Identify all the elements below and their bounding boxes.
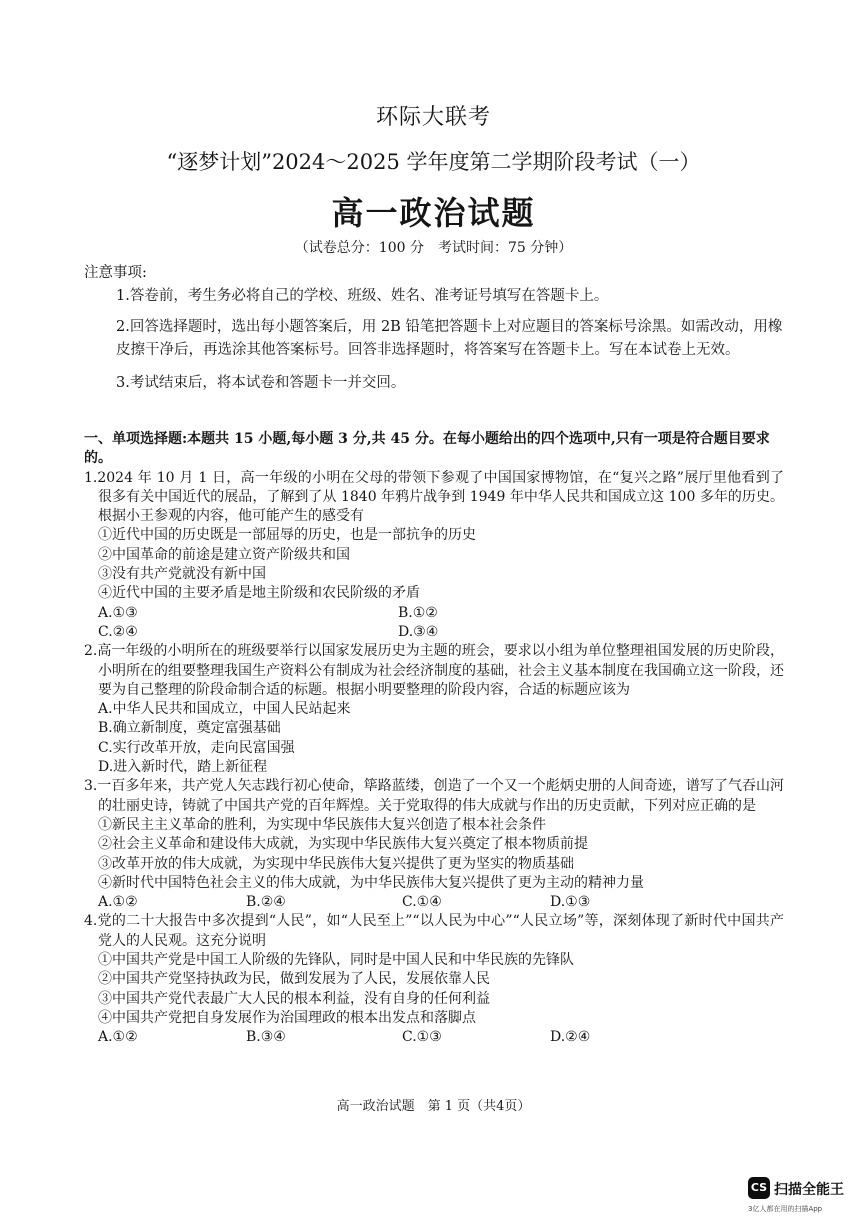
question-1 xyxy=(84,469,784,643)
question-3 xyxy=(84,777,784,912)
question-option: ③中国共产党代表最广大人民的根本利益，没有自身的任何利益 xyxy=(98,990,490,1007)
question-option: ④新时代中国特色社会主义的伟大成就，为中华民族伟大复兴提供了更为主动的精神力量 xyxy=(98,874,644,891)
question-stem: 1.2024 年 10 月 1 日，高一年级的小明在父母的带领下参观了中国国家博物馆，在“复兴之路”展厅里他看到了很多有关中国近代的展品，了解到了从 1840 年鸦片战争到 1949 年中华人民共和国成立这 100 多年的历史。根据小王参观的内容，他可能产生的感受有 xyxy=(84,469,784,525)
answer-choice: C.②④ xyxy=(98,623,138,640)
answer-choices xyxy=(98,1028,784,1047)
notice-title: 注意事项: xyxy=(84,265,147,281)
question-option: ④近代中国的主要矛盾是地主阶级和农民阶级的矛盾 xyxy=(98,585,420,602)
question-option: ④中国共产党把自身发展作为治国理政的根本出发点和落脚点 xyxy=(98,1009,476,1026)
answer-choice: D.③④ xyxy=(398,623,439,640)
answer-choice: A.①③ xyxy=(98,604,138,621)
watermark-tagline: 3亿人都在用的扫描App xyxy=(748,1205,823,1213)
question-option: ②中国革命的前途是建立资产阶级共和国 xyxy=(98,546,350,563)
notice-item: 2.回答选择题时，选出每小题答案后，用 2B 铅笔把答题卡上对应题目的答案标号涂黑。如需改动，用橡皮擦干净后，再选涂其他答案标号。回答非选择题时，将答案写在答题卡上。写在本试卷上无效。 xyxy=(116,319,783,358)
paper-title: 高一政治试题 xyxy=(331,194,536,232)
question-option: ②社会主义革命和建设伟大成就，为实现中华民族伟大复兴奠定了根本物质前提 xyxy=(98,836,588,853)
question-2 xyxy=(84,642,784,777)
question-option: C.实行改革开放，走向民富国强 xyxy=(98,739,295,756)
question-option: ③没有共产党就没有新中国 xyxy=(98,566,266,583)
answer-choices xyxy=(98,893,784,912)
question-option: ①近代中国的历史既是一部屈辱的历史，也是一部抗争的历史 xyxy=(98,527,476,544)
answer-choice: D.①③ xyxy=(550,894,591,911)
question-option: ①新民主主义革命的胜利，为实现中华民族伟大复兴创造了根本社会条件 xyxy=(98,816,546,833)
question-option: B.确立新制度，奠定富强基础 xyxy=(98,720,281,737)
org-title: 环际大联考 xyxy=(375,105,491,130)
question-4 xyxy=(84,912,784,1047)
scanner-watermark xyxy=(748,1177,858,1219)
answer-choice: D.②④ xyxy=(550,1029,591,1046)
questions-block xyxy=(84,430,784,1048)
page-footer: 高一政治试题 第 1 页（共4页） xyxy=(336,1099,531,1114)
answer-choice: A.①② xyxy=(98,894,138,911)
watermark-name: 扫描全能王 xyxy=(774,1182,844,1198)
question-stem: 4.党的二十大报告中多次提到“人民”，如“人民至上”“以人民为中心”“人民立场”等，深刻体现了新时代中国共产党人的人民观。这充分说明 xyxy=(84,913,784,949)
question-option: ①中国共产党是中国工人阶级的先锋队，同时是中国人民和中华民族的先锋队 xyxy=(98,952,574,969)
question-option: ②中国共产党坚持执政为民，做到发展为了人民，发展依靠人民 xyxy=(98,971,490,988)
notice-item: 1.答卷前，考生务必将自己的学校、班级、姓名、准考证号填写在答题卡上。 xyxy=(116,288,609,304)
camscanner-logo-icon: CS xyxy=(748,1177,770,1199)
answer-choice: B.①② xyxy=(398,604,438,621)
question-option: D.进入新时代，踏上新征程 xyxy=(98,759,268,776)
answer-choice: C.①④ xyxy=(402,894,442,911)
answer-choice: B.②④ xyxy=(246,894,286,911)
answer-choice: C.①③ xyxy=(402,1029,442,1046)
notice-block xyxy=(84,262,784,395)
answer-choice: A.①② xyxy=(98,1029,138,1046)
question-stem: 2.高一年级的小明所在的班级要举行以国家发展历史为主题的班会，要求以小组为单位整理祖国发展的历史阶段，小明所在的组要整理我国生产资料公有制成为社会经济制度的基础，社会主义基本制度在我国确立这一阶段，还要为自己整理的阶段命制合适的标题。根据小明要整理的阶段内容，合适的标题应该为 xyxy=(84,643,784,698)
exam-meta: （试卷总分：100 分 考试时间：75 分钟） xyxy=(294,240,573,256)
answer-choices xyxy=(98,604,784,643)
question-stem: 3.一百多年来，共产党人矢志践行初心使命，筚路蓝缕，创造了一个又一个彪炳史册的人间奇迹，谱写了气吞山河的壮丽史诗，铸就了中国共产党的百年辉煌。关于党取得的伟大成就与作出的历史贡献，下列对应正确的是 xyxy=(84,778,784,814)
section-title: 一、单项选择题:本题共 15 小题,每小题 3 分,共 45 分。在每小题给出的四个选项中,只有一项是符合题目要求的。 xyxy=(84,431,770,467)
notice-item: 3.考试结束后，将本试卷和答题卡一并交回。 xyxy=(116,375,406,391)
exam-title: “逐梦计划”2024～2025 学年度第二学期阶段考试（一） xyxy=(166,150,701,174)
question-option: A.中华人民共和国成立，中国人民站起来 xyxy=(98,701,351,718)
question-option: ③改革开放的伟大成就，为实现中华民族伟大复兴提供了更为坚实的物质基础 xyxy=(98,855,574,872)
answer-choice: B.③④ xyxy=(246,1029,286,1046)
